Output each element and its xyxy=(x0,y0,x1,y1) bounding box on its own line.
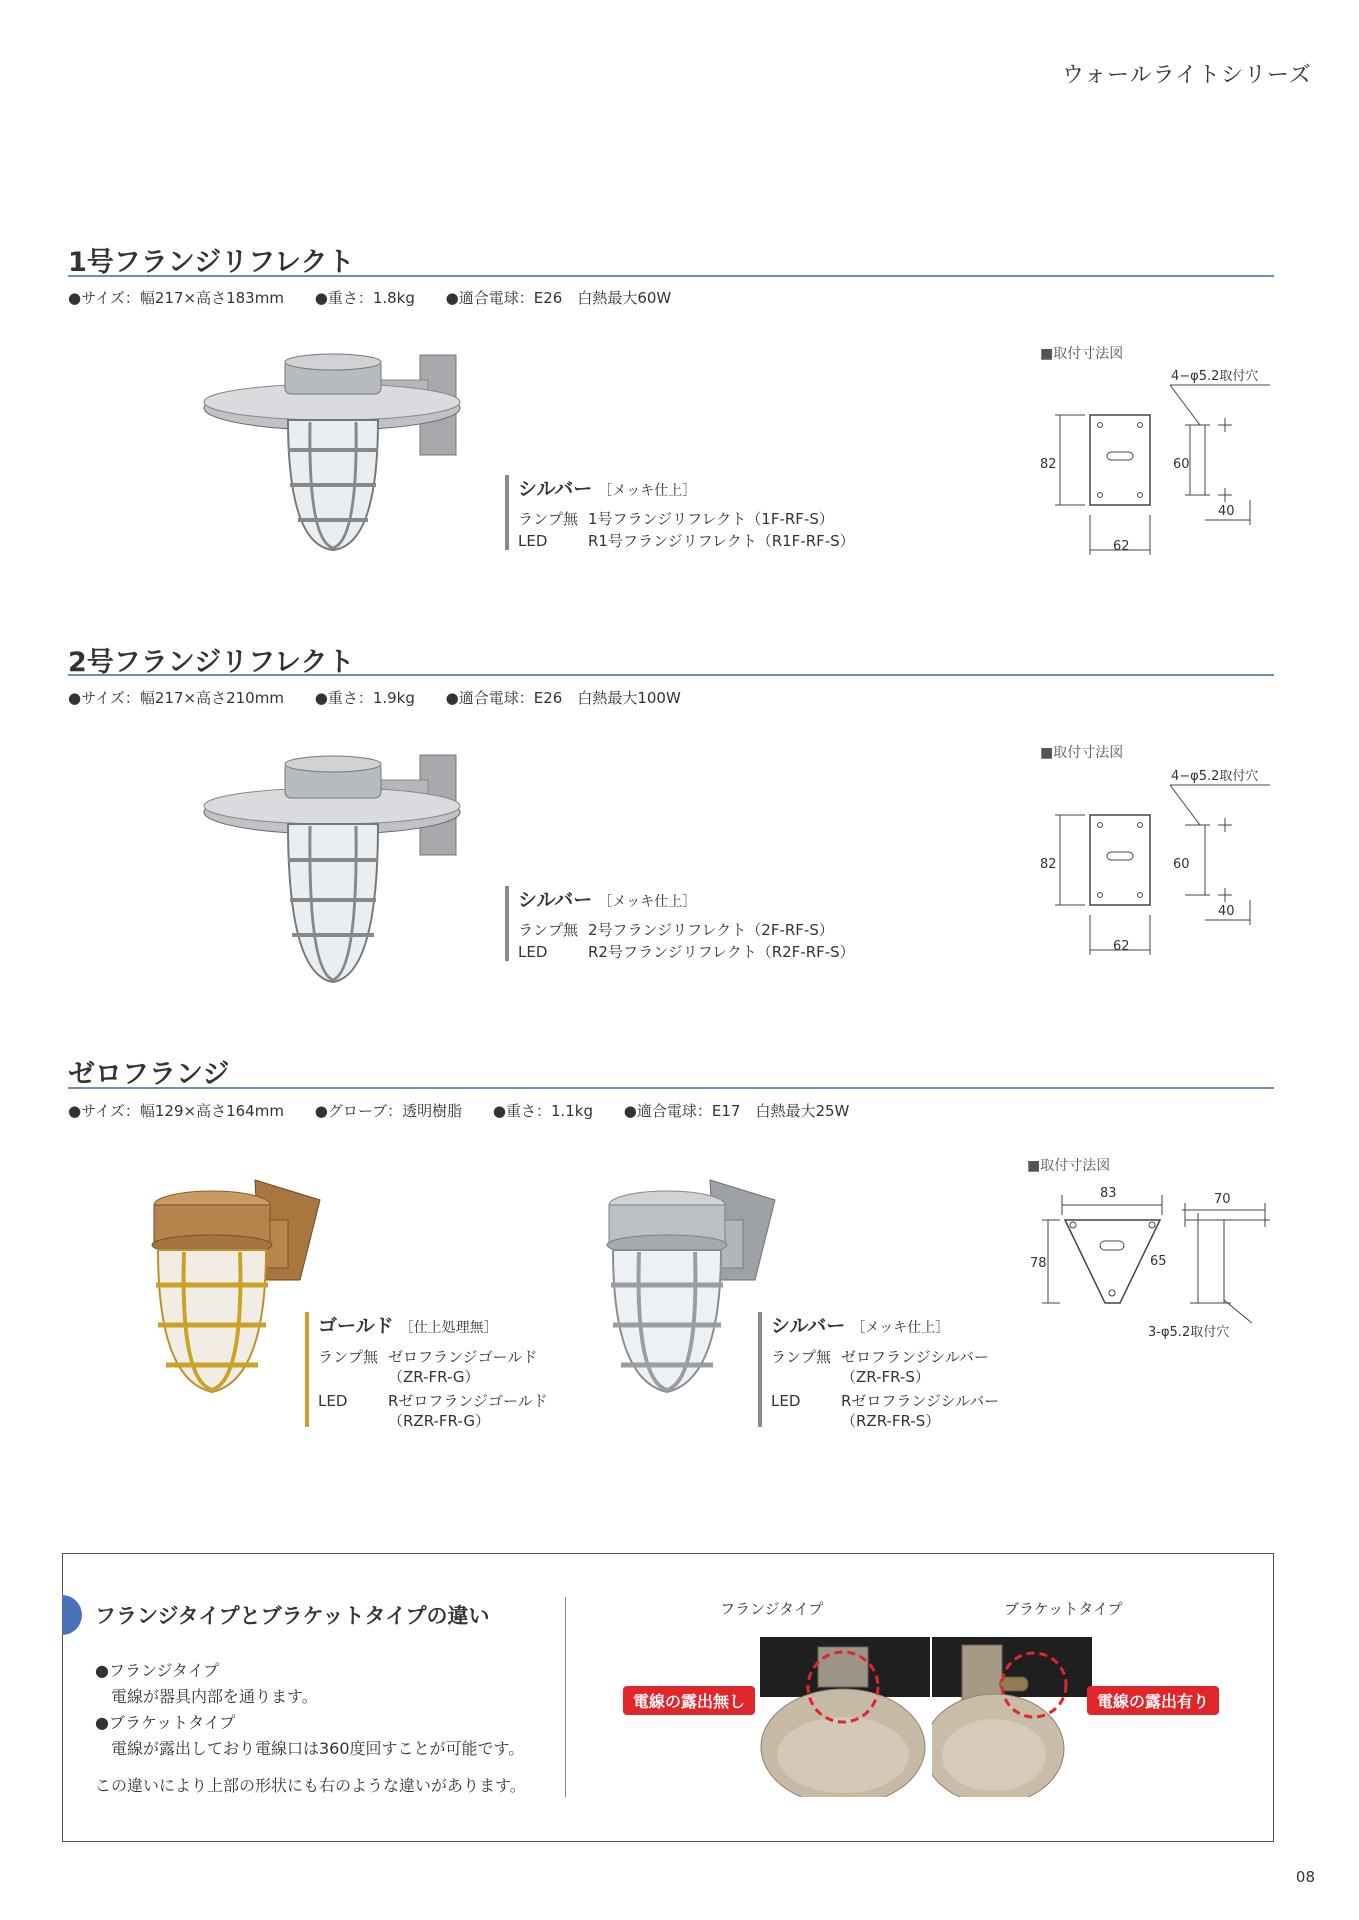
row-key: ランプ無 xyxy=(318,1348,379,1366)
section-rule-2 xyxy=(68,674,1274,676)
finish-note: ［仕上処理無］ xyxy=(399,1320,498,1336)
diagram-width-2: 62 xyxy=(1113,939,1130,954)
section-rule-1 xyxy=(68,275,1274,277)
finish-row-led-silver-code: （RZR-FR-S） xyxy=(841,1412,941,1430)
spec-size: ●サイズ：幅217×高さ210mm xyxy=(68,689,284,707)
spec-weight: ●重さ：1.9kg xyxy=(314,689,415,707)
diagram-hole-3: 3-φ5.2取付穴 xyxy=(1148,1325,1230,1340)
row-key: LED xyxy=(518,943,548,961)
section-title-1: 1号フランジリフレクト xyxy=(68,247,355,278)
finish-title-2 xyxy=(518,885,696,912)
spec-globe: ●グローブ：透明樹脂 xyxy=(314,1102,463,1120)
spec-size: ●サイズ：幅129×高さ164mm xyxy=(68,1102,284,1120)
finish-row-led-gold-code: （RZR-FR-G） xyxy=(388,1412,490,1430)
spec-line-2 xyxy=(68,687,707,708)
note-accent-icon xyxy=(62,1595,82,1635)
finish-row-led-1 xyxy=(518,530,855,551)
row-value: R1号フランジリフレクト（R1F-RF-S） xyxy=(588,532,855,550)
section-rule-3 xyxy=(68,1087,1274,1089)
diagram-hole-2: 4−φ5.2取付穴 xyxy=(1171,769,1259,784)
diagram-hpitch-3: 70 xyxy=(1214,1192,1231,1207)
diagram-height-2: 82 xyxy=(1040,857,1057,872)
row-key: ランプ無 xyxy=(518,510,579,528)
finish-row-lamp-2 xyxy=(518,919,834,940)
flange-type-label: フランジタイプ xyxy=(720,1600,824,1618)
diagram-vpitch-2: 60 xyxy=(1173,857,1190,872)
mounting-diagram-3 xyxy=(1020,1175,1270,1350)
bracket-callout: 電線の露出有り xyxy=(1087,1686,1219,1715)
bracket-type-label: ブラケットタイプ xyxy=(1004,1600,1123,1618)
note-item-head-2: ●ブラケットタイプ xyxy=(95,1713,236,1732)
row-value: Rゼロフランジシルバー xyxy=(841,1392,1000,1410)
row-key: ランプ無 xyxy=(771,1348,832,1366)
finish-bar-2 xyxy=(505,886,509,961)
section-title-3: ゼロフランジ xyxy=(68,1059,230,1090)
flange-callout: 電線の露出無し xyxy=(623,1686,755,1715)
spec-line-1 xyxy=(68,287,697,308)
diagram-vpitch-3: 65 xyxy=(1150,1254,1167,1269)
mounting-diagram-2 xyxy=(1035,760,1275,960)
finish-bar-1 xyxy=(505,475,509,550)
finish-name: シルバー xyxy=(518,889,593,911)
finish-name: シルバー xyxy=(771,1315,846,1337)
reflect-lamp-image-2 xyxy=(200,750,470,990)
spec-size: ●サイズ：幅217×高さ183mm xyxy=(68,289,284,307)
row-value: Rゼロフランジゴールド xyxy=(388,1392,548,1410)
finish-row-lamp-gold-code: （ZR-FR-G） xyxy=(388,1368,480,1386)
note-items xyxy=(95,1658,524,1762)
spec-line-3 xyxy=(68,1100,875,1121)
finish-title-1 xyxy=(518,474,696,501)
spec-weight: ●重さ：1.1kg xyxy=(492,1102,594,1120)
finish-bar-silver xyxy=(758,1312,762,1427)
finish-title-silver xyxy=(771,1311,949,1338)
finish-note: ［メッキ仕上］ xyxy=(598,483,697,499)
reflect-lamp-image-1 xyxy=(200,350,470,560)
diagram-hpitch-2: 40 xyxy=(1218,904,1235,919)
finish-note: ［メッキ仕上］ xyxy=(598,894,697,910)
row-value: ゼロフランジシルバー xyxy=(841,1348,989,1366)
spec-weight: ●重さ：1.8kg xyxy=(314,289,415,307)
row-key: ランプ無 xyxy=(518,921,579,939)
mounting-diagram-1 xyxy=(1035,360,1275,560)
diagram-label-1: ■取付寸法図 xyxy=(1040,346,1124,362)
finish-row-led-silver xyxy=(771,1390,999,1411)
diagram-label-2: ■取付寸法図 xyxy=(1040,745,1124,761)
note-item-body-2: 電線が露出しており電線口は360度回すことが可能です。 xyxy=(111,1739,525,1758)
finish-row-led-gold xyxy=(318,1390,548,1411)
row-value: ゼロフランジゴールド xyxy=(388,1348,538,1366)
note-title: フランジタイプとブラケットタイプの違い xyxy=(95,1604,490,1628)
spec-bulb: ●適合電球：E26 白熱最大100W xyxy=(445,689,681,707)
diagram-hole-1: 4−φ5.2取付穴 xyxy=(1171,369,1259,384)
row-key: LED xyxy=(318,1392,348,1410)
diagram-height-1: 82 xyxy=(1040,457,1057,472)
row-value: 2号フランジリフレクト（2F-RF-S） xyxy=(588,921,834,939)
bracket-type-photo xyxy=(932,1637,1092,1797)
series-title: ウォールライトシリーズ xyxy=(1062,63,1312,88)
finish-title-gold xyxy=(318,1311,498,1338)
finish-row-lamp-silver xyxy=(771,1346,989,1367)
note-item-body-1: 電線が器具内部を通ります。 xyxy=(111,1687,318,1706)
finish-name: ゴールド xyxy=(318,1315,394,1337)
flange-type-photo xyxy=(760,1637,930,1797)
spec-bulb: ●適合電球：E17 白熱最大25W xyxy=(623,1102,850,1120)
diagram-height-3: 78 xyxy=(1030,1256,1047,1271)
diagram-hpitch-1: 40 xyxy=(1218,504,1235,519)
note-divider xyxy=(565,1597,566,1797)
page-number: 08 xyxy=(1295,1868,1315,1886)
finish-row-led-2 xyxy=(518,941,855,962)
finish-row-lamp-1 xyxy=(518,508,834,529)
row-value: R2号フランジリフレクト（R2F-RF-S） xyxy=(588,943,855,961)
finish-row-lamp-gold xyxy=(318,1346,537,1367)
note-footer: この違いにより上部の形状にも右のような違いがあります。 xyxy=(95,1776,526,1795)
diagram-width-1: 62 xyxy=(1113,539,1130,554)
zero-flange-silver-image xyxy=(595,1170,785,1400)
row-value: 1号フランジリフレクト（1F-RF-S） xyxy=(588,510,834,528)
row-key: LED xyxy=(518,532,548,550)
row-key: LED xyxy=(771,1392,801,1410)
zero-flange-gold-image xyxy=(140,1170,330,1400)
section-title-2: 2号フランジリフレクト xyxy=(68,647,355,678)
finish-name: シルバー xyxy=(518,478,593,500)
diagram-vpitch-1: 60 xyxy=(1173,457,1190,472)
note-item-head-1: ●フランジタイプ xyxy=(95,1661,220,1680)
spec-bulb: ●適合電球：E26 白熱最大60W xyxy=(445,289,672,307)
finish-row-lamp-silver-code: （ZR-FR-S） xyxy=(841,1368,930,1386)
finish-note: ［メッキ仕上］ xyxy=(851,1320,950,1336)
diagram-width-3: 83 xyxy=(1100,1186,1117,1201)
diagram-label-3: ■取付寸法図 xyxy=(1027,1158,1111,1174)
finish-bar-gold xyxy=(305,1312,309,1427)
